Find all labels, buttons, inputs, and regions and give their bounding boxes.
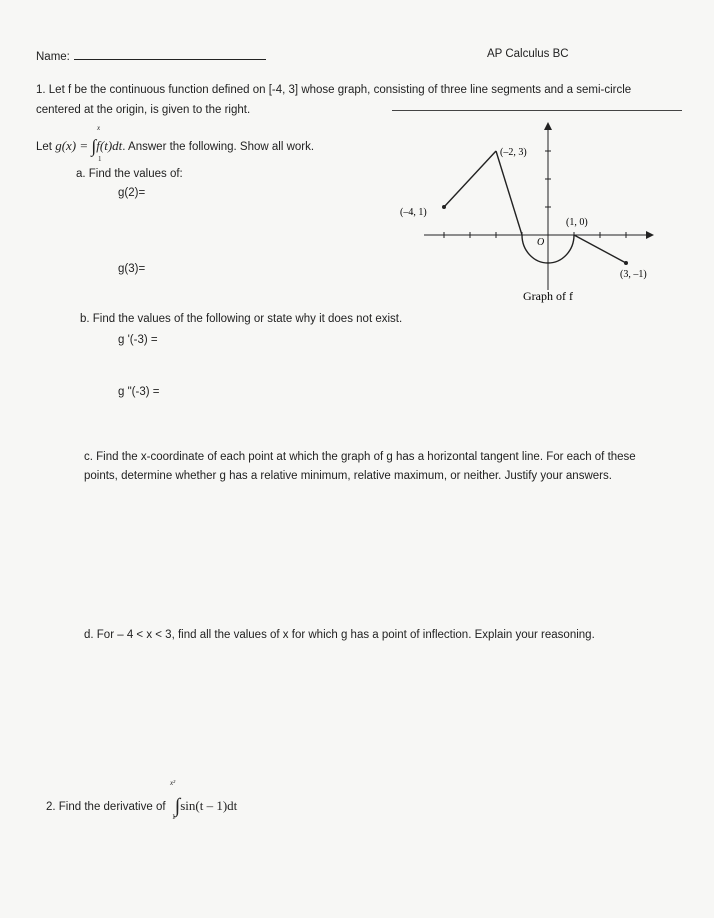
- g-def-lhs: g(x) =: [55, 138, 89, 153]
- q2-lower-limit: 1: [172, 813, 176, 821]
- let-text: Let: [36, 141, 52, 153]
- x-axis-arrow: [646, 231, 654, 239]
- name-field: [36, 49, 266, 63]
- integral-sign: ∫: [91, 136, 97, 156]
- origin-label: O: [537, 237, 545, 248]
- course-title: AP Calculus BC: [487, 48, 569, 60]
- part-c-line2: points, determine whether g has a relative minimum, relative maximum, or neither. Justify your answers.: [84, 470, 612, 482]
- segment-peak: [496, 151, 522, 235]
- q2: [46, 793, 237, 816]
- name-line: [74, 49, 266, 60]
- endpoint-left: [442, 205, 446, 209]
- g-def-integrand: f(t)dt: [96, 138, 123, 153]
- instruction: . Answer the following. Show all work.: [122, 141, 315, 153]
- q1-intro-line1: 1. Let f be the continuous function defined on [-4, 3] whose graph, consisting of three line segments and a semi-circle: [36, 84, 632, 96]
- label-point-neg4-1: (–4, 1): [400, 207, 427, 218]
- q2-integral-sign: ∫: [174, 795, 181, 817]
- graph-of-f: [390, 118, 690, 318]
- endpoint-right: [624, 261, 628, 265]
- label-point-neg2-3: (–2, 3): [500, 147, 527, 158]
- g-definition: [36, 134, 314, 155]
- divider-line: [392, 110, 682, 111]
- q2-integrand: sin(t – 1)dt: [180, 798, 238, 813]
- g-lower-limit: 1: [98, 155, 102, 163]
- g-prime-label: g '(-3) =: [118, 334, 158, 346]
- label-point-3-neg1: (3, –1): [620, 269, 647, 280]
- g3-label: g(3)=: [118, 263, 146, 275]
- g-double-prime-label: g "(-3) =: [118, 386, 160, 398]
- q1-intro-line2: centered at the origin, is given to the right.: [36, 104, 251, 116]
- g-upper-limit: x: [97, 124, 101, 132]
- label-point-1-0: (1, 0): [566, 217, 588, 228]
- q2-prompt: 2. Find the derivative of: [46, 801, 166, 813]
- part-b-prompt: b. Find the values of the following or state why it does not exist.: [80, 313, 403, 325]
- q2-upper-limit: x²: [170, 779, 176, 787]
- g2-label: g(2)=: [118, 187, 146, 199]
- segment-left: [444, 151, 496, 207]
- graph-caption: Graph of f: [523, 289, 573, 303]
- y-axis-arrow: [544, 122, 552, 130]
- name-label: Name:: [36, 51, 70, 63]
- segment-right: [574, 235, 626, 263]
- part-c-line1: c. Find the x-coordinate of each point at which the graph of g has a horizontal tangent line. For each of these: [84, 451, 636, 463]
- part-d-prompt: d. For – 4 < x < 3, find all the values of x for which g has a point of inflection. Explain your reasoning.: [84, 629, 595, 641]
- part-a-prompt: a. Find the values of:: [76, 168, 183, 180]
